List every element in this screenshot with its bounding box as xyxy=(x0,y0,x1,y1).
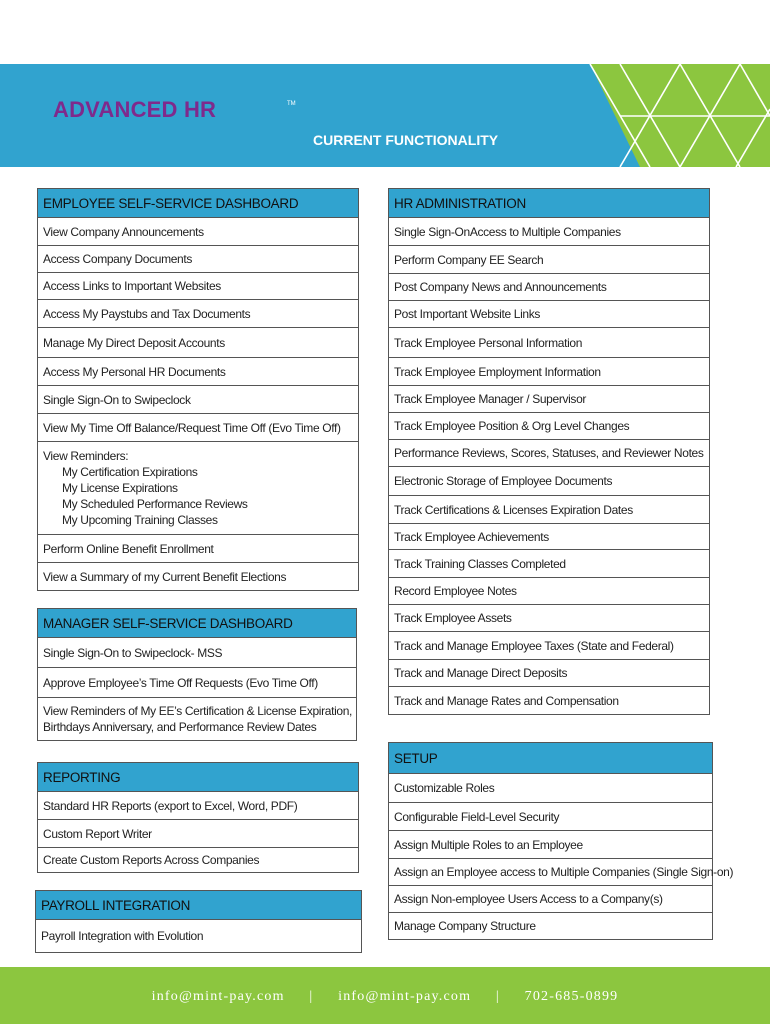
page-subtitle: CURRENT FUNCTIONALITY xyxy=(313,132,499,148)
list-item: Manage My Direct Deposit Accounts xyxy=(38,328,358,358)
list-item: Perform Online Benefit Enrollment xyxy=(38,535,358,563)
list-item: Assign Non-employee Users Access to a Company(s) xyxy=(389,886,712,913)
list-item: Payroll Integration with Evolution xyxy=(41,929,204,943)
trademark-mark: TM xyxy=(287,101,296,107)
list-item: Single Sign-On to Swipeclock- MSS xyxy=(38,638,356,668)
reminders-list-item xyxy=(38,442,358,535)
section-title: REPORTING xyxy=(38,763,358,792)
list-item: Track Employee Position & Org Level Changes xyxy=(389,413,709,440)
reporting-section xyxy=(37,762,359,873)
list-item: Approve Employee’s Time Off Requests (Evo Time Off) xyxy=(38,668,356,698)
list-item: Standard HR Reports (export to Excel, Word, PDF) xyxy=(38,792,358,820)
list-item: View Company Announcements xyxy=(38,218,358,246)
list-item: Custom Report Writer xyxy=(38,820,358,848)
section-title: EMPLOYEE SELF-SERVICE DASHBOARD xyxy=(38,189,358,218)
list-item: Track Employee Employment Information xyxy=(389,358,709,386)
list-item xyxy=(38,698,356,740)
list-item: View a Summary of my Current Benefit Elections xyxy=(43,569,287,584)
reminder-subitem: My Scheduled Performance Reviews xyxy=(62,497,248,511)
list-item: View My Time Off Balance/Request Time Off (Evo Time Off) xyxy=(38,414,358,442)
list-item: Record Employee Notes xyxy=(389,578,709,605)
list-item: Manage Company Structure xyxy=(394,919,536,933)
list-item: Track Certifications & Licenses Expiration Dates xyxy=(389,496,709,524)
hr-administration-section xyxy=(388,188,710,715)
list-item: Assign an Employee access to Multiple Companies (Single Sign-on) xyxy=(389,859,712,886)
footer-band xyxy=(0,967,770,1024)
header-band xyxy=(0,64,770,167)
list-item: Perform Company EE Search xyxy=(389,246,709,274)
page-title: ADVANCED HR xyxy=(53,97,217,122)
list-item: Access Company Documents xyxy=(38,246,358,273)
footer-email[interactable]: info@mint-pay.com xyxy=(338,989,472,1004)
section-title: HR ADMINISTRATION xyxy=(389,189,709,218)
list-item: Single Sign-On to Swipeclock xyxy=(38,386,358,414)
list-item: Assign Multiple Roles to an Employee xyxy=(389,831,712,859)
list-item: Track and Manage Employee Taxes (State and Federal) xyxy=(389,632,709,660)
list-item: Access My Paystubs and Tax Documents xyxy=(38,300,358,328)
list-item: Access My Personal HR Documents xyxy=(38,358,358,386)
list-item-line: View Reminders of My EE’s Certification & License Expiration, xyxy=(43,704,353,718)
list-item: Access Links to Important Websites xyxy=(38,273,358,300)
section-title: MANAGER SELF-SERVICE DASHBOARD xyxy=(38,609,356,638)
list-item: Track Employee Personal Information xyxy=(389,328,709,358)
list-item: Single Sign-OnAccess to Multiple Companies xyxy=(389,218,709,246)
list-item: Track Employee Achievements xyxy=(389,524,709,550)
list-item: Post Important Website Links xyxy=(389,301,709,328)
setup-section xyxy=(388,742,734,940)
footer-separator: | xyxy=(309,989,314,1004)
list-item-line: Birthdays Anniversary, and Performance Review Dates xyxy=(43,720,317,734)
list-item: Configurable Field-Level Security xyxy=(389,803,712,831)
list-item: Track and Manage Rates and Compensation xyxy=(394,693,619,708)
footer-email[interactable]: info@mint-pay.com xyxy=(151,989,285,1004)
employee-self-service-section xyxy=(37,188,359,591)
list-item: Electronic Storage of Employee Documents xyxy=(389,467,709,496)
footer-separator: | xyxy=(495,989,500,1004)
reminder-subitem: My License Expirations xyxy=(62,481,178,495)
list-item: Track Training Classes Completed xyxy=(389,550,709,578)
manager-self-service-section xyxy=(37,608,357,741)
list-item: Track Employee Assets xyxy=(389,605,709,632)
section-title: SETUP xyxy=(389,743,712,774)
payroll-integration-section xyxy=(35,890,362,953)
list-item: Track and Manage Direct Deposits xyxy=(389,660,709,687)
list-item: Customizable Roles xyxy=(389,774,712,803)
reminders-label: View Reminders: xyxy=(43,449,129,463)
section-title: PAYROLL INTEGRATION xyxy=(36,891,361,920)
reminder-subitem: My Certification Expirations xyxy=(62,465,198,479)
reminder-subitem: My Upcoming Training Classes xyxy=(62,513,218,527)
list-item: Create Custom Reports Across Companies xyxy=(43,853,260,867)
list-item: Post Company News and Announcements xyxy=(389,274,709,301)
footer-phone[interactable]: 702-685-0899 xyxy=(524,989,619,1004)
footer-contact xyxy=(0,989,770,1005)
list-item: Performance Reviews, Scores, Statuses, and Reviewer Notes xyxy=(389,440,709,467)
list-item: Track Employee Manager / Supervisor xyxy=(389,386,709,413)
